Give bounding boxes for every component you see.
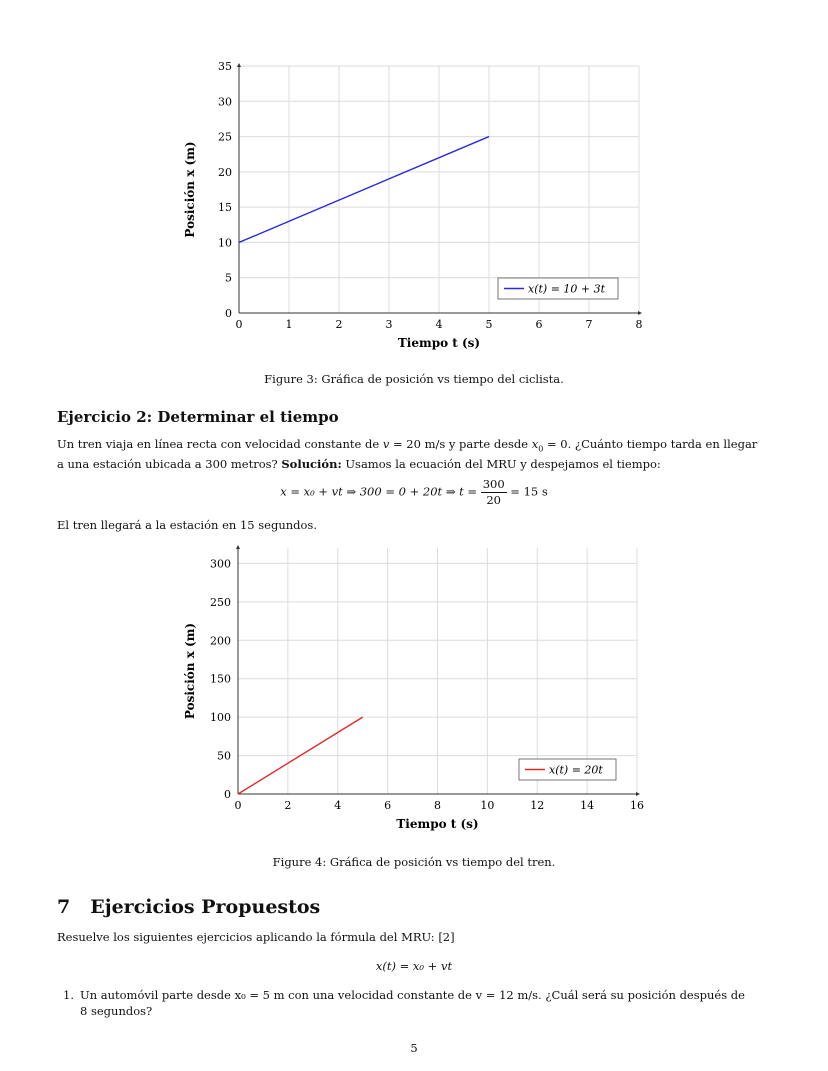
- x-tick-label: 7: [585, 318, 593, 331]
- equation-left: x = x₀ + vt ⇒ 300 = 0 + 20t ⇒ t =: [280, 484, 481, 499]
- x-tick-label: 3: [385, 318, 393, 331]
- y-tick-label: 0: [224, 788, 231, 801]
- section-title: Ejercicios Propuestos: [90, 896, 321, 918]
- equation-right: = 15 s: [506, 484, 548, 499]
- text: = 20 m/s y parte desde: [389, 437, 532, 451]
- section-heading: [57, 896, 320, 918]
- x-tick-label: 6: [535, 318, 543, 331]
- math: x: [531, 437, 539, 451]
- page-number: 5: [410, 1041, 418, 1055]
- denominator: 20: [486, 493, 501, 507]
- list-item: [63, 988, 783, 1019]
- conclusion-text: El tren llegará a la estación en 15 segundos.: [57, 518, 317, 532]
- y-tick-label: 100: [210, 711, 231, 725]
- x-tick-label: 4: [435, 318, 443, 331]
- text: Usamos la ecuación del MRU y despejamos el tiempo:: [341, 456, 661, 471]
- x-tick-label: 14: [580, 799, 595, 812]
- text: Un tren viaja en línea recta con velocidad constante de: [57, 437, 383, 451]
- x-tick-label: 8: [635, 318, 643, 331]
- x-tick-label: 2: [284, 799, 292, 812]
- text: a una estación ubicada a 300 metros?: [57, 456, 282, 471]
- text: = 0. ¿Cuánto tiempo tarda en llegar: [543, 437, 758, 451]
- x-axis-arrow: [636, 792, 640, 796]
- legend-label: x(t) = 20t: [549, 763, 603, 777]
- y-tick-label: 0: [225, 307, 232, 320]
- solution-label: Solución:: [281, 456, 342, 471]
- figure-3-caption: Figure 3: Gráfica de posición vs tiempo del ciclista.: [264, 372, 564, 386]
- y-tick-label: 30: [218, 95, 232, 109]
- legend-label: x(t) = 10 + 3t: [528, 282, 606, 296]
- x-tick-label: 16: [630, 799, 644, 812]
- x-tick-label: 0: [234, 799, 242, 812]
- figure-4-caption: Figure 4: Gráfica de posición vs tiempo del tren.: [272, 855, 556, 869]
- y-tick-label: 250: [210, 595, 231, 609]
- section-number: 7: [57, 896, 71, 918]
- mru-formula: x(t) = x₀ + vt: [375, 959, 453, 973]
- y-tick-label: 35: [218, 60, 232, 73]
- y-tick-label: 10: [218, 236, 232, 250]
- y-tick-label: 25: [218, 130, 232, 144]
- x-tick-label: 2: [335, 318, 343, 331]
- y-tick-label: 200: [210, 634, 231, 648]
- intro-text: Resuelve los siguientes ejercicios aplicando la fórmula del MRU: [2]: [57, 930, 455, 944]
- y-tick-label: 300: [210, 557, 231, 571]
- y-axis-label: Posición x (m): [183, 141, 197, 238]
- x-tick-label: 4: [334, 799, 342, 812]
- exercise-2-heading: Ejercicio 2: Determinar el tiempo: [57, 408, 339, 426]
- x-axis-label: Tiempo t (s): [396, 817, 479, 831]
- list-number: 1.: [63, 988, 74, 1002]
- numerator: 300: [482, 477, 505, 491]
- y-tick-label: 150: [210, 672, 231, 686]
- x-tick-label: 12: [530, 799, 545, 812]
- y-tick-label: 50: [217, 749, 231, 763]
- x-tick-label: 0: [235, 318, 243, 331]
- list-line: 8 segundos?: [80, 1003, 153, 1018]
- y-tick-label: 15: [218, 201, 232, 215]
- math: v: [382, 437, 390, 451]
- x-tick-label: 1: [285, 318, 293, 331]
- list-line: Un automóvil parte desde x₀ = 5 m con una velocidad constante de v = 12 m/s. ¿Cuál será su posición después de: [80, 988, 745, 1002]
- y-axis-arrow: [236, 545, 240, 549]
- x-tick-label: 5: [485, 318, 493, 331]
- y-tick-label: 20: [218, 165, 232, 179]
- y-axis-label: Posición x (m): [183, 622, 197, 720]
- math-subscript: 0: [538, 444, 544, 454]
- x-tick-label: 8: [434, 799, 441, 812]
- y-tick-label: 5: [225, 271, 232, 285]
- x-tick-label: 10: [480, 799, 495, 812]
- x-tick-label: 6: [384, 799, 392, 812]
- x-axis-label: Tiempo t (s): [397, 336, 481, 350]
